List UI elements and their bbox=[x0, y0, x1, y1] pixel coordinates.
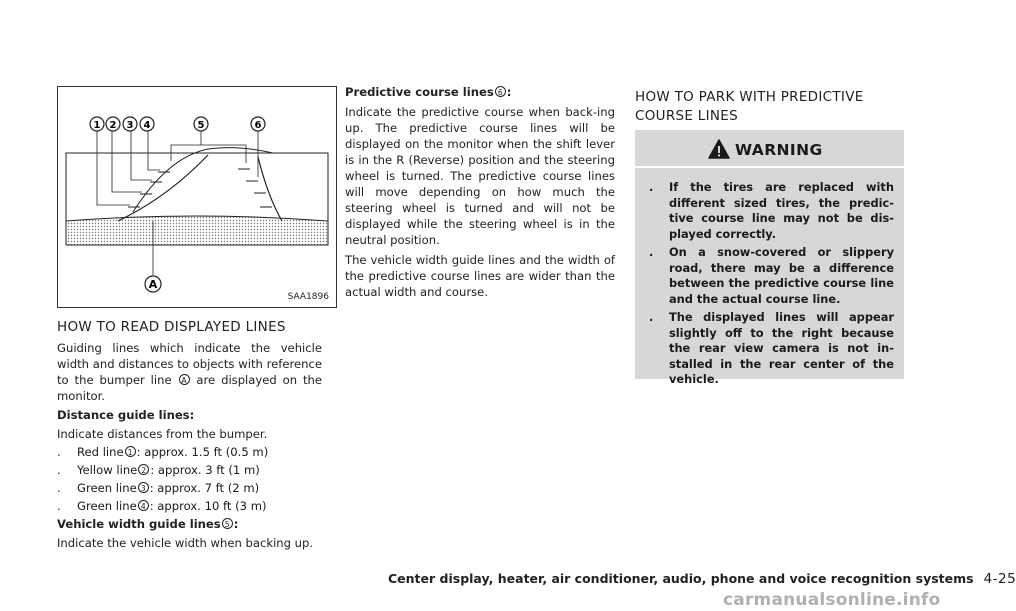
list-item: . Green line 4 : approx. 10 ft (3 m) bbox=[57, 499, 267, 513]
svg-text:3: 3 bbox=[126, 120, 134, 131]
width-heading: Vehicle width guide lines 5 : bbox=[57, 517, 239, 531]
list-item: . The displayed lines will appear slightly off to the right because the rear view camera is not in-stalled in the rear center of the vehicle. bbox=[649, 310, 894, 386]
callout-1 bbox=[90, 117, 104, 131]
width-text: Indicate the vehicle width when backing up. bbox=[57, 536, 314, 550]
middle-column bbox=[345, 84, 615, 300]
callout-a bbox=[145, 276, 161, 292]
predictive-paragraph-2: The vehicle width guide lines and the width of the predictive course lines are wider than the actual width and course. bbox=[345, 253, 615, 299]
callout-3 bbox=[123, 117, 137, 131]
intro-text-b: are displayed on the monitor. bbox=[57, 373, 323, 403]
ref-3-icon: 3 bbox=[138, 482, 149, 493]
distance-heading: Distance guide lines: bbox=[57, 408, 195, 422]
callout-4 bbox=[140, 117, 154, 131]
list-item: . On a snow-covered or slippery road, there may be a difference between the predictive course line and the actual course line. bbox=[649, 245, 894, 306]
page-number: 4-25 bbox=[983, 571, 1016, 587]
svg-text:5: 5 bbox=[197, 120, 205, 131]
svg-text:1: 1 bbox=[93, 120, 101, 131]
section-heading-park-line1: HOW TO PARK WITH PREDICTIVE bbox=[635, 89, 864, 105]
callout-6 bbox=[251, 117, 265, 131]
svg-text:2: 2 bbox=[109, 120, 117, 131]
guide-lines-diagram bbox=[58, 87, 336, 307]
section-heading-park-line2: COURSE LINES bbox=[635, 108, 739, 124]
callout-2 bbox=[106, 117, 120, 131]
footer-section: Center display, heater, air conditioner, audio, phone and voice recognition systems bbox=[388, 571, 974, 586]
list-item: . If the tires are replaced with different sized tires, the predic-tive course line may not be dis-played correctly. bbox=[649, 180, 894, 241]
warning-header bbox=[635, 130, 904, 168]
intro-paragraph bbox=[57, 340, 322, 404]
bumper-area bbox=[66, 216, 328, 245]
distance-line-list bbox=[57, 444, 322, 514]
predictive-heading: Predictive course lines 6 : bbox=[345, 85, 512, 99]
ref-2-icon: 2 bbox=[138, 464, 149, 475]
svg-text:A: A bbox=[148, 278, 158, 291]
warning-box bbox=[635, 130, 904, 386]
ref-4-icon: 4 bbox=[138, 500, 149, 511]
right-column-heading bbox=[635, 88, 905, 126]
ref-a-icon: A bbox=[179, 374, 190, 385]
svg-text:6: 6 bbox=[254, 120, 262, 131]
ref-6-icon: 6 bbox=[495, 86, 506, 97]
left-column bbox=[57, 318, 322, 551]
list-item: . Red line 1 : approx. 1.5 ft (0.5 m) bbox=[57, 445, 269, 459]
ref-1-icon: 1 bbox=[125, 446, 136, 457]
warning-icon bbox=[708, 139, 730, 159]
watermark: carmanualsonline.info bbox=[723, 590, 941, 610]
list-item: . Green line 3 : approx. 7 ft (2 m) bbox=[57, 481, 260, 495]
figure-code: SAA1896 bbox=[287, 292, 329, 302]
intro-text-a: Guiding lines which indicate the vehicle width and distances to objects with reference to the bumper line bbox=[57, 341, 322, 387]
predictive-paragraph-1: Indicate the predictive course when back-ing up. The predictive course lines will be displayed on the monitor when the shift lever is in the R (Reverse) position and the steering wheel is turned. The predictive course lines will move depending on how much the steering wheel is turned and will not be displayed while the steering wheel is in the neutral position. bbox=[345, 105, 615, 247]
guide-lines-figure bbox=[57, 86, 337, 308]
section-heading-read-lines: HOW TO READ DISPLAYED LINES bbox=[57, 319, 286, 335]
list-item: . Yellow line 2 : approx. 3 ft (1 m) bbox=[57, 463, 260, 477]
page-footer bbox=[388, 571, 1016, 587]
distance-text: Indicate distances from the bumper. bbox=[57, 427, 268, 441]
warning-title: WARNING bbox=[735, 141, 823, 159]
ref-5-icon: 5 bbox=[222, 518, 233, 529]
callout-5 bbox=[194, 117, 208, 131]
svg-text:4: 4 bbox=[143, 120, 151, 131]
